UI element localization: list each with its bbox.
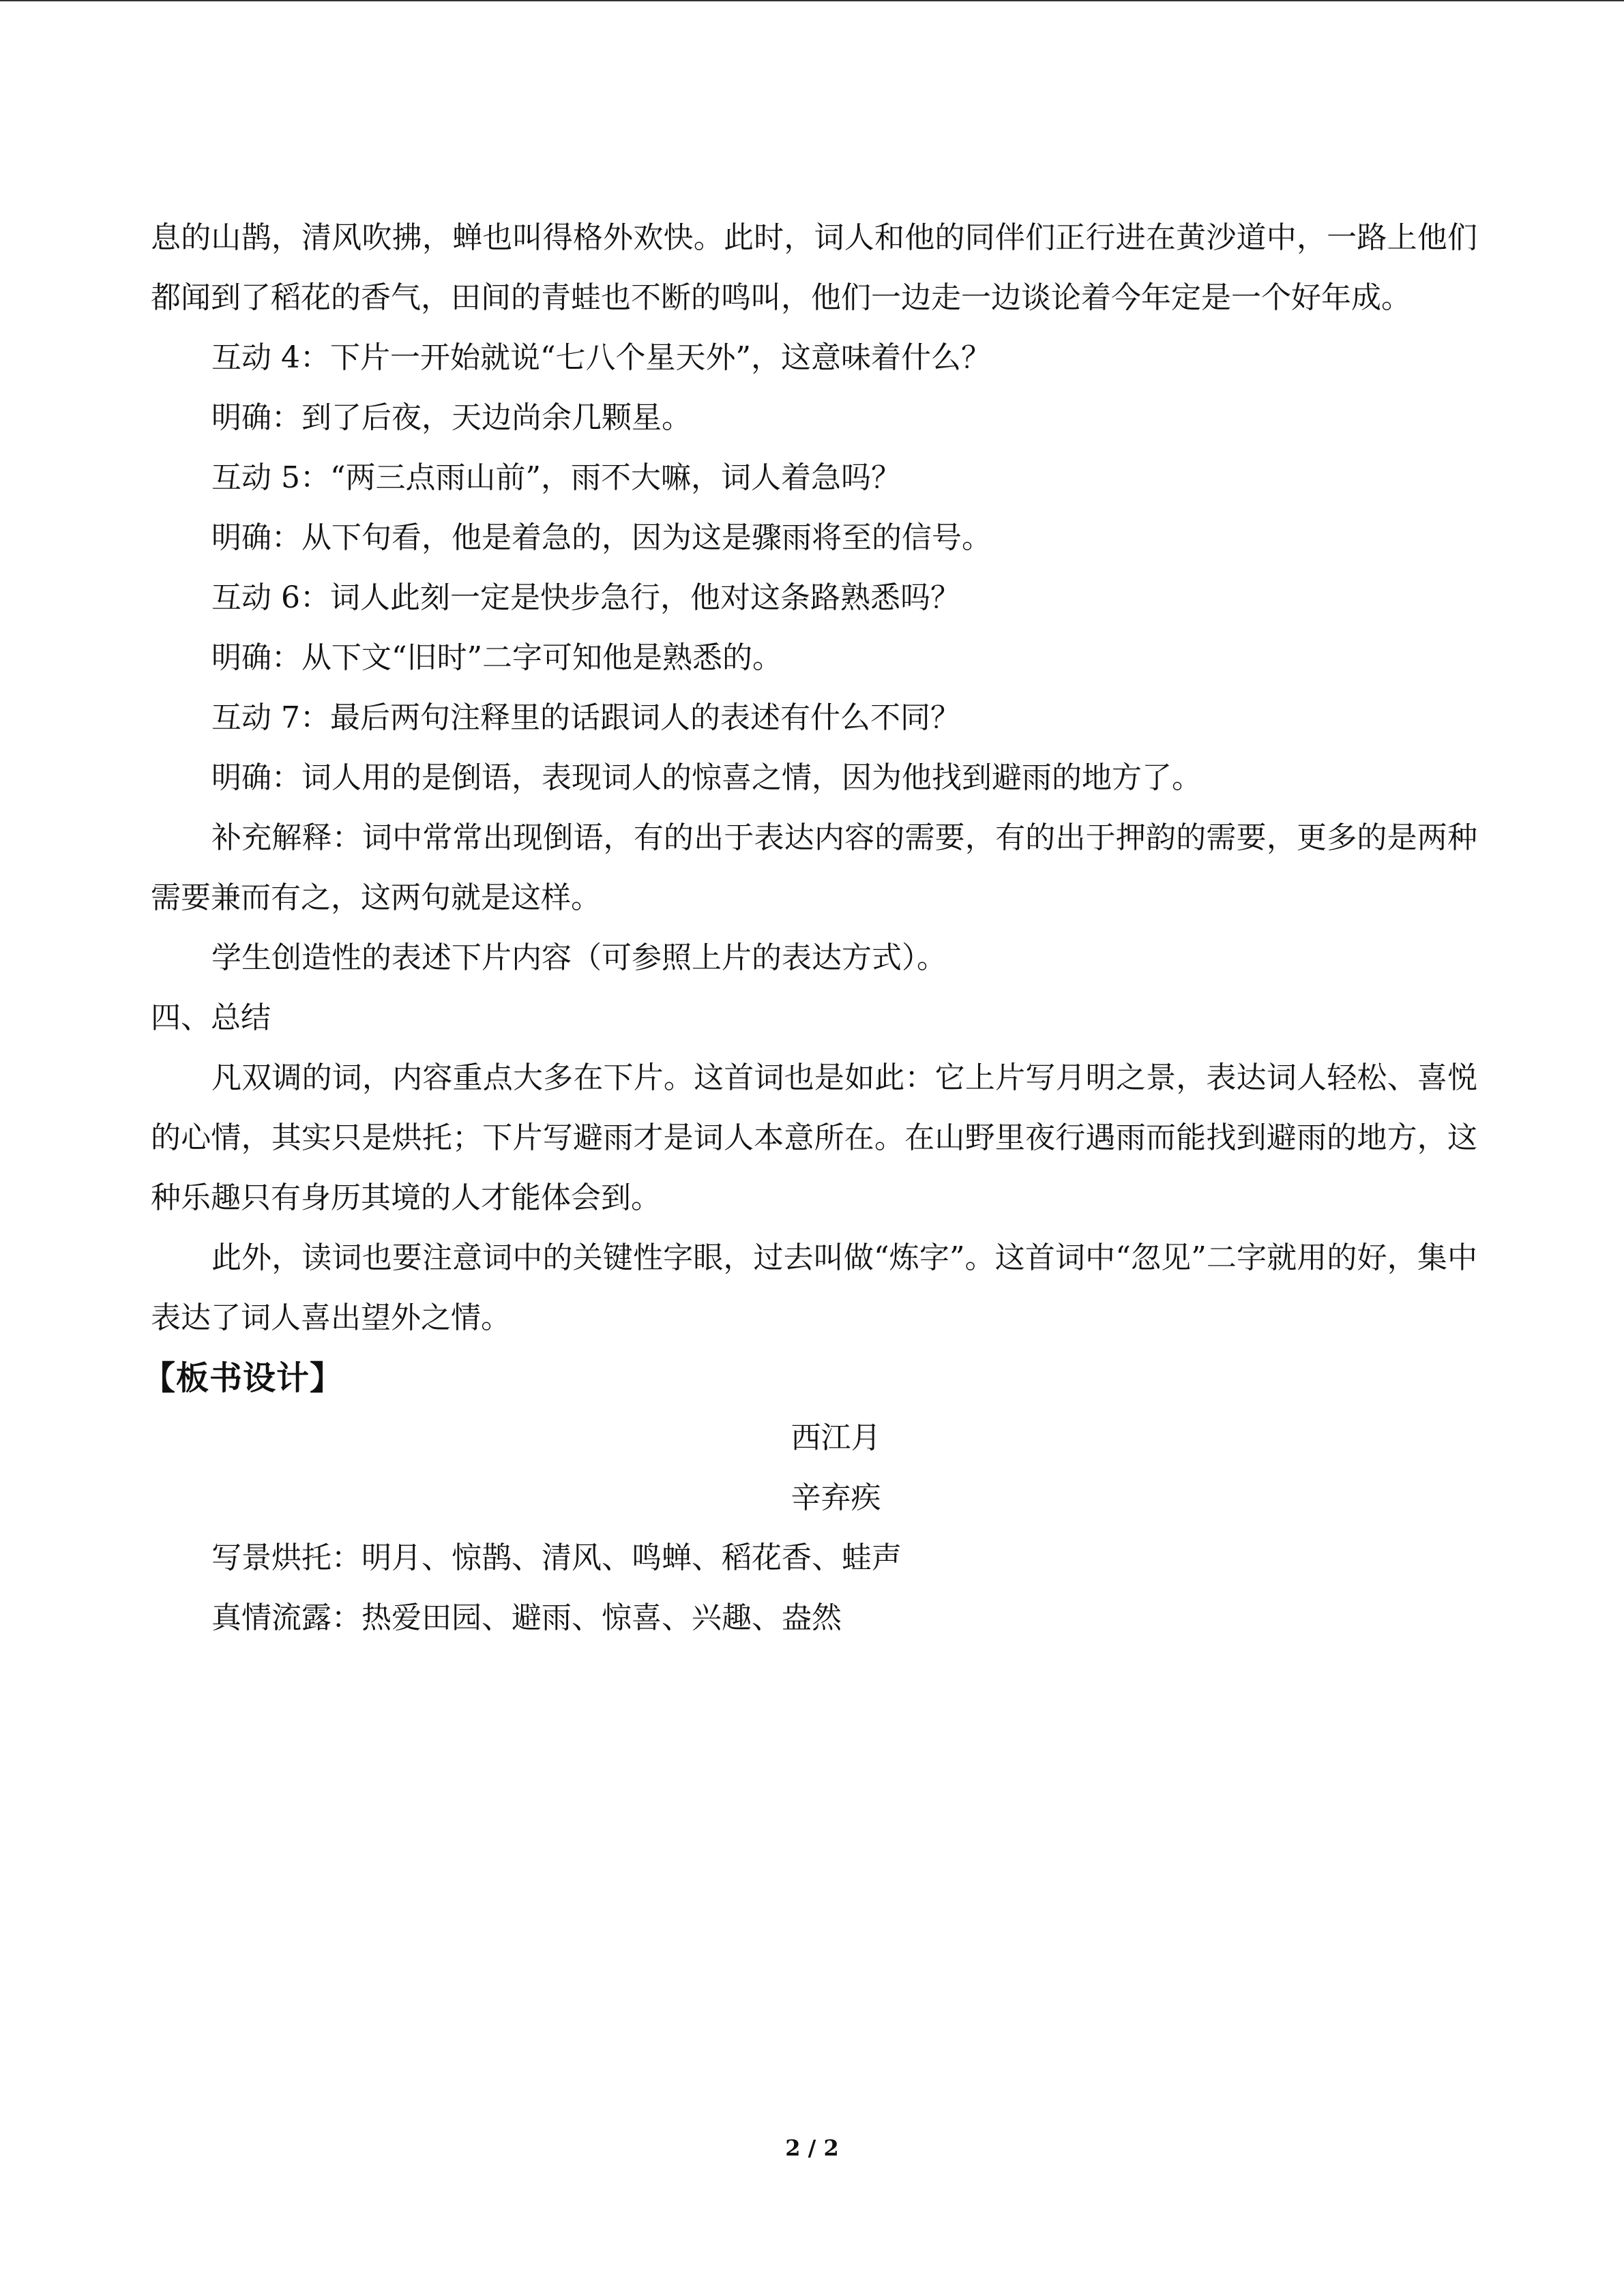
summary-paragraph-1: 凡双调的词，内容重点大多在下片。这首词也是如此：它上片写月明之景，表达词人轻松、喜悦的心情，其实只是烘托；下片写避雨才是词人本意所在。在山野里夜行遇雨而能找到避雨的地方，这种乐趣只有身历其境的人才能体会到。 (151, 1060, 1477, 1215)
answer-6: 明确：从下文“旧时”二字可知他是熟悉的。 (211, 640, 782, 675)
summary-heading: 四、总结 (151, 1000, 271, 1035)
answer-7: 明确：词人用的是倒语，表现词人的惊喜之情，因为他找到避雨的地方了。 (211, 760, 1202, 795)
top-border-line (0, 0, 1624, 1)
answer-5: 明确：从下句看，他是着急的，因为这是骤雨将至的信号。 (211, 520, 992, 555)
document-body (143, 208, 1477, 1648)
interaction-5: 互动 5：“两三点雨山前”，雨不大嘛，词人着急吗？ (211, 460, 901, 495)
paragraph-continuation: 息的山鹊，清风吹拂，蝉也叫得格外欢快。此时，词人和他的同伴们正行进在黄沙道中，一路上他们都闻到了稻花的香气，田间的青蛙也不断的鸣叫，他们一边走一边谈论着今年定是一个好年成。 (151, 220, 1477, 315)
student-task: 学生创造性的表述下片内容（可参照上片的表达方式）。 (211, 940, 947, 975)
interaction-6: 互动 6：词人此刻一定是快步急行，他对这条路熟悉吗？ (211, 580, 960, 615)
poet-name: 辛弃疾 (791, 1480, 881, 1515)
interaction-7: 互动 7：最后两句注释里的话跟词人的表述有什么不同？ (211, 700, 960, 735)
poem-title: 西江月 (791, 1420, 881, 1455)
supplementary-explanation: 补充解释：词中常常出现倒语，有的出于表达内容的需要，有的出于押韵的需要，更多的是两种需要兼而有之，这两句就是这样。 (151, 820, 1477, 915)
board-line-emotion: 真情流露：热爱田园、避雨、惊喜、兴趣、盎然 (211, 1600, 842, 1635)
page-number: 2 / 2 (785, 2135, 839, 2161)
board-design-title: 【板书设计】 (143, 1359, 344, 1397)
interaction-4: 互动 4：下片一开始就说“七八个星天外”，这意味着什么？ (211, 340, 991, 375)
summary-paragraph-2: 此外，读词也要注意词中的关键性字眼，过去叫做“炼字”。这首词中“忽见”二字就用的好，集中表达了词人喜出望外之情。 (151, 1240, 1477, 1335)
answer-4: 明确：到了后夜，天边尚余几颗星。 (211, 400, 692, 435)
board-line-scenery: 写景烘托：明月、惊鹊、清风、鸣蝉、稻花香、蛙声 (211, 1540, 902, 1575)
